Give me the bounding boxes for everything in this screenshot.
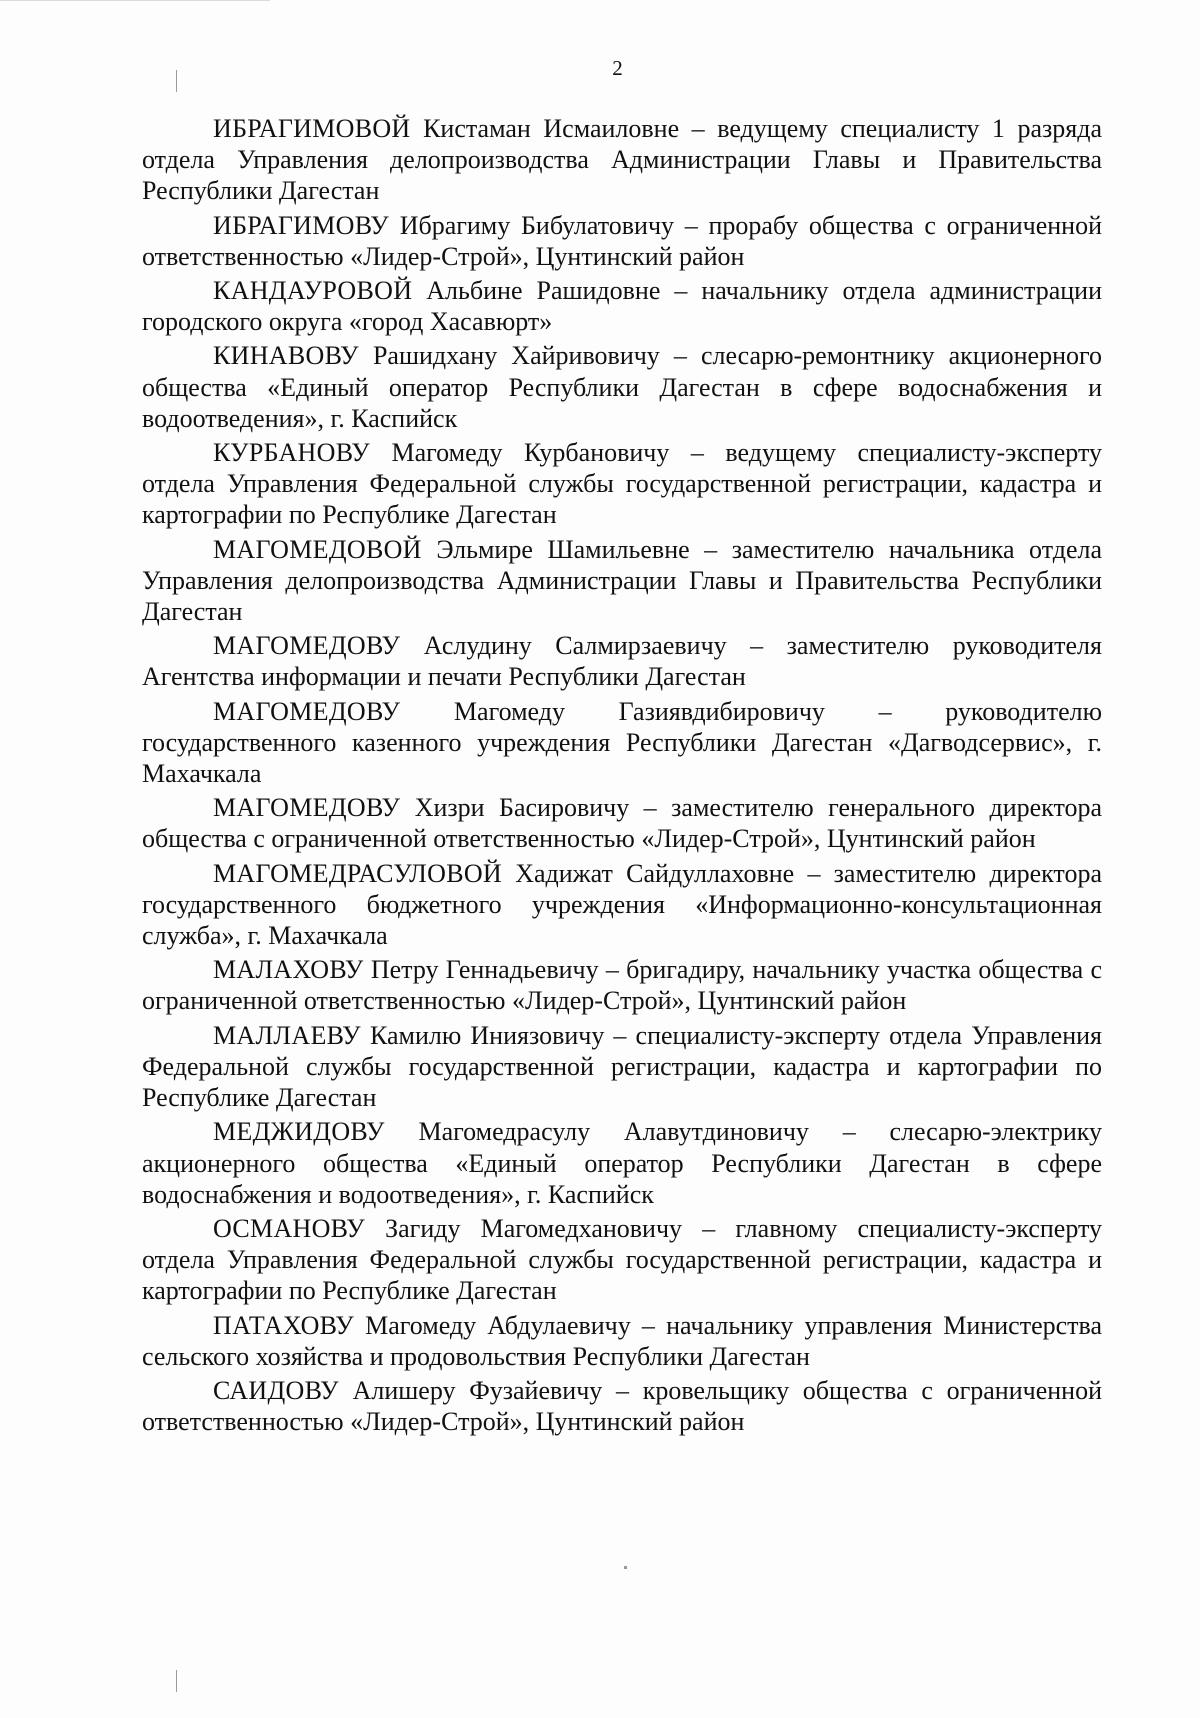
person-description: Хадижат Сайдуллаховне – заместителю директора государственного бюджетного учреждения «Информационно-консультационная служба», г. Махачкала bbox=[142, 858, 1102, 951]
list-item bbox=[142, 1116, 1102, 1210]
list-item bbox=[142, 1375, 1102, 1437]
person-name: МАГОМЕДОВУ bbox=[213, 696, 401, 726]
person-name: МАЛЛАЕВУ bbox=[213, 1020, 361, 1050]
person-name: МАЛАХОВУ bbox=[213, 955, 364, 985]
person-name: КАНДАУРОВОЙ bbox=[213, 276, 413, 306]
person-name: ОСМАНОВУ bbox=[213, 1213, 365, 1243]
scan-mark bbox=[0, 0, 270, 1]
list-item bbox=[142, 210, 1102, 272]
person-description: Хизри Басировичу – заместителю генерального директора общества с ограниченной ответственностью «Лидер-Строй», Цунтинский район bbox=[142, 793, 1103, 854]
list-item bbox=[142, 1020, 1102, 1114]
person-description: Магомеду Абдулаевичу – начальнику управления Министерства сельского хозяйства и продовольствия Республики Дагестан bbox=[142, 1310, 1102, 1371]
person-description: Магомеду Газиявдибировичу – руководителю государственного казенного учреждения Республики Дагестан «Дагводсервис», г. Махачкала bbox=[142, 696, 1103, 789]
scan-mark bbox=[176, 1670, 177, 1692]
person-description: Камилю Иниязовичу – специалисту-эксперту отдела Управления Федеральной службы государственной регистрации, кадастра и картографии по Республике Дагестан bbox=[142, 1020, 1103, 1113]
person-description: Петру Геннадьевичу – бригадиру, начальнику участка общества с ограниченной ответственностью «Лидер-Строй», Цунтинский район bbox=[142, 955, 1103, 1016]
list-item bbox=[142, 437, 1102, 531]
person-name: МАГОМЕДОВОЙ bbox=[213, 534, 422, 564]
list-item bbox=[142, 534, 1102, 628]
person-name: ИБРАГИМОВОЙ bbox=[213, 114, 411, 143]
list-item bbox=[142, 113, 1102, 207]
list-item bbox=[142, 1213, 1102, 1307]
person-description: Магомедрасулу Алавутдиновичу – слесарю-электрику акционерного общества «Единый оператор Республики Дагестан в сфере водоснабжения и водоотведения», г. Каспийск bbox=[142, 1117, 1103, 1209]
person-description: Загиду Магомедхановичу – главному специалисту-эксперту отдела Управления Федеральной службы государственной регистрации, кадастра и картографии по Республике Дагестан bbox=[142, 1213, 1103, 1306]
person-description: Альбине Рашидовне – начальнику отдела администрации городского округа «город Хасавюрт» bbox=[142, 276, 1102, 337]
list-item bbox=[142, 1310, 1102, 1372]
person-name: ПАТАХОВУ bbox=[213, 1310, 354, 1340]
list-item bbox=[142, 954, 1102, 1016]
page-number: 2 bbox=[612, 56, 623, 80]
person-description: Рашидхану Хайривовичу – слесарю-ремонтнику акционерного общества «Единый оператор Республики Дагестан в сфере водоснабжения и водоотведения», г. Каспийск bbox=[142, 341, 1102, 433]
person-name: КИНАВОВУ bbox=[213, 341, 359, 371]
person-name: КУРБАНОВУ bbox=[213, 438, 370, 468]
person-description: Ибрагиму Бибулатовичу – прорабу общества с ограниченной ответственностью «Лидер-Строй», Цунтинский район bbox=[142, 210, 1102, 271]
person-description: Аслудину Салмирзаевичу – заместителю руководителя Агентства информации и печати Республики Дагестан bbox=[142, 631, 1102, 692]
scan-mark bbox=[624, 1566, 627, 1569]
person-name: САИДОВУ bbox=[213, 1375, 339, 1405]
person-name: ИБРАГИМОВУ bbox=[213, 210, 389, 240]
person-description: Эльмире Шамильевне – заместителю начальника отдела Управления делопроизводства Администрации Главы и Правительства Республики Дагестан bbox=[142, 534, 1103, 627]
person-name: МЕДЖИДОВУ bbox=[213, 1117, 385, 1147]
scan-mark bbox=[176, 70, 177, 92]
person-description: Магомеду Курбановичу – ведущему специалисту-эксперту отдела Управления Федеральной службы государственной регистрации, кадастра и картографии по Республике Дагестан bbox=[142, 438, 1102, 530]
list-item bbox=[142, 340, 1102, 434]
person-name: МАГОМЕДОВУ bbox=[213, 793, 401, 823]
award-list bbox=[142, 113, 1102, 1440]
list-item bbox=[142, 630, 1102, 692]
person-name: МАГОМЕДОВУ bbox=[213, 631, 401, 661]
list-item bbox=[142, 858, 1102, 952]
person-name: МАГОМЕДРАСУЛОВОЙ bbox=[213, 858, 502, 888]
list-item bbox=[142, 275, 1102, 337]
list-item bbox=[142, 792, 1102, 854]
person-description: Кистаман Исмаиловне – ведущему специалисту 1 разряда отдела Управления делопроизводства Администрации Главы и Правительства Республики Дагестан bbox=[142, 114, 1103, 206]
list-item bbox=[142, 696, 1102, 790]
person-description: Алишеру Фузайевичу – кровельщику общества с ограниченной ответственностью «Лидер-Строй», Цунтинский район bbox=[142, 1375, 1102, 1437]
